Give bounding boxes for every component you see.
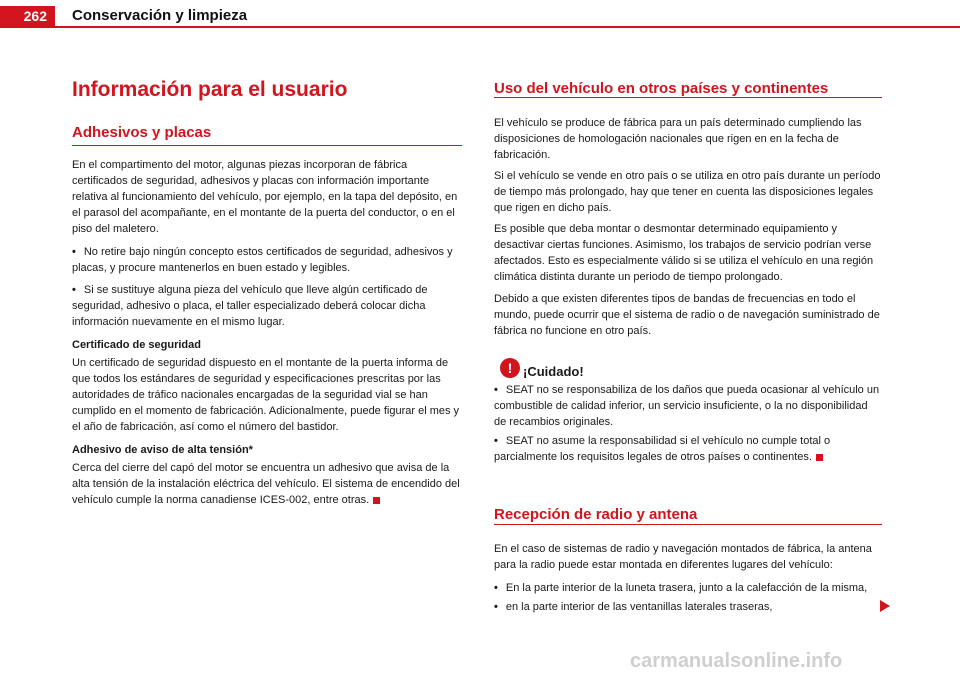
bullet-item [72,282,462,330]
section-rule [494,524,882,525]
bullet-dot: • [72,284,76,296]
page-number: 262 [0,6,55,26]
section-title-adhesivos: Adhesivos y placas [72,124,212,141]
bullet-text: No retire bajo ningún concepto estos certificados de seguridad, adhesivos y placas, y procure mantenerlos en buen estado y legibles. [72,246,453,274]
bullet-dot: • [494,435,498,447]
intro-paragraph: En el compartimento del motor, algunas piezas incorporan de fábrica certificados de seguridad, adhesivos y placas con información importante relativa al funcionamiento del vehículo, por ejemplo, en la tapa del depósito, en el parasol del acompañante, en el montante de la puerta del conductor, o en el piso del maletero. [72,159,458,235]
bullet-item [72,244,462,276]
bullet-dot: • [72,246,76,258]
bullet-text: en la parte interior de las ventanillas laterales traseras, [505,601,773,613]
bullet-text: SEAT no asume la responsabilidad si el vehículo no cumple total o parcialmente los requisitos legales de otros países o continentes. [494,435,831,463]
warning-bullet [494,433,882,465]
section-title-radio: Recepción de radio y antena [494,506,698,523]
cert-paragraph: Un certificado de seguridad dispuesto en el montante de la puerta informa de que todos los estándares de seguridad y especificaciones prescritas por las autoridades de tráfico nacionales encargadas de la seguridad vial se han cumplido en el momento de fabricación. Adicionalmente, puede figurar el mes y el año de fabricación, así como el número del bastidor. [72,357,460,433]
radio-paragraph: En el caso de sistemas de radio y navegación montados de fábrica, la antena para la radio puede estar montada en diferentes lugares del vehículo: [494,543,872,571]
end-mark-icon [816,454,823,461]
next-page-arrow-icon[interactable] [880,600,890,612]
radio-bullet [494,580,882,596]
paragraph: El vehículo se produce de fábrica para un país determinado cumpliendo las disposiciones de homologación nacionales que rigen en en la fecha de fabricación. [494,117,862,161]
warning-bullet [494,382,882,430]
warning-icon: ! [500,358,520,378]
paragraph: Si el vehículo se vende en otro país o se utiliza en otro país durante un período de tiempo más prolongado, hay que tener en cuenta las disposiciones legales que rigen en dicho país. [494,170,881,214]
bullet-dot: • [494,384,498,396]
hv-subtitle: Adhesivo de aviso de alta tensión* [72,444,253,456]
warning-title: ¡Cuidado! [523,364,584,379]
hv-paragraph [72,460,462,508]
bullet-dot: • [494,601,498,613]
page-header [0,0,960,28]
paragraph: Debido a que existen diferentes tipos de bandas de frecuencias en todo el mundo, puede ocurrir que el sistema de radio o de navegación suministrado de fábrica no funcione en otro país. [494,293,880,337]
running-title: Conservación y limpieza [72,7,248,24]
section-rule [494,97,882,98]
paragraph: Es posible que deba montar o desmontar determinado equipamiento y desactivar ciertas funciones. Asimismo, los trabajos de servicio podrían verse afectados. Esto es especialmente válido si se utiliza el vehículo en una región climática distinta durante un periodo de tiempo prolongado. [494,223,874,283]
section-title-uso: Uso del vehículo en otros países y continentes [494,80,829,97]
bullet-text: SEAT no se responsabiliza de los daños que pueda ocasionar al vehículo un combustible de calidad inferior, un servicio insuficiente, o la no disponibilidad de recambios originales. [494,384,880,428]
end-mark-icon [373,497,380,504]
hv-text: Cerca del cierre del capó del motor se encuentra un adhesivo que avisa de la alta tensión de la instalación eléctrica del vehículo. El sistema de encendido del vehículo cumple la norma canadiense ICES-002, entre otras. [72,462,460,506]
radio-bullet [494,599,882,615]
watermark: carmanualsonline.info [630,650,843,672]
cert-subtitle: Certificado de seguridad [72,339,201,351]
bullet-text: Si se sustituye alguna pieza del vehículo que lleve algún certificado de seguridad, adhesivo o placa, el taller especializado deberá colocar dicha información nuevamente en el mismo lugar. [72,284,428,328]
bullet-dot: • [494,582,498,594]
page-title: Información para el usuario [72,78,348,101]
section-rule [72,145,462,146]
bullet-text: En la parte interior de la luneta trasera, junto a la calefacción de la misma, [505,582,868,594]
header-rule [0,26,960,28]
